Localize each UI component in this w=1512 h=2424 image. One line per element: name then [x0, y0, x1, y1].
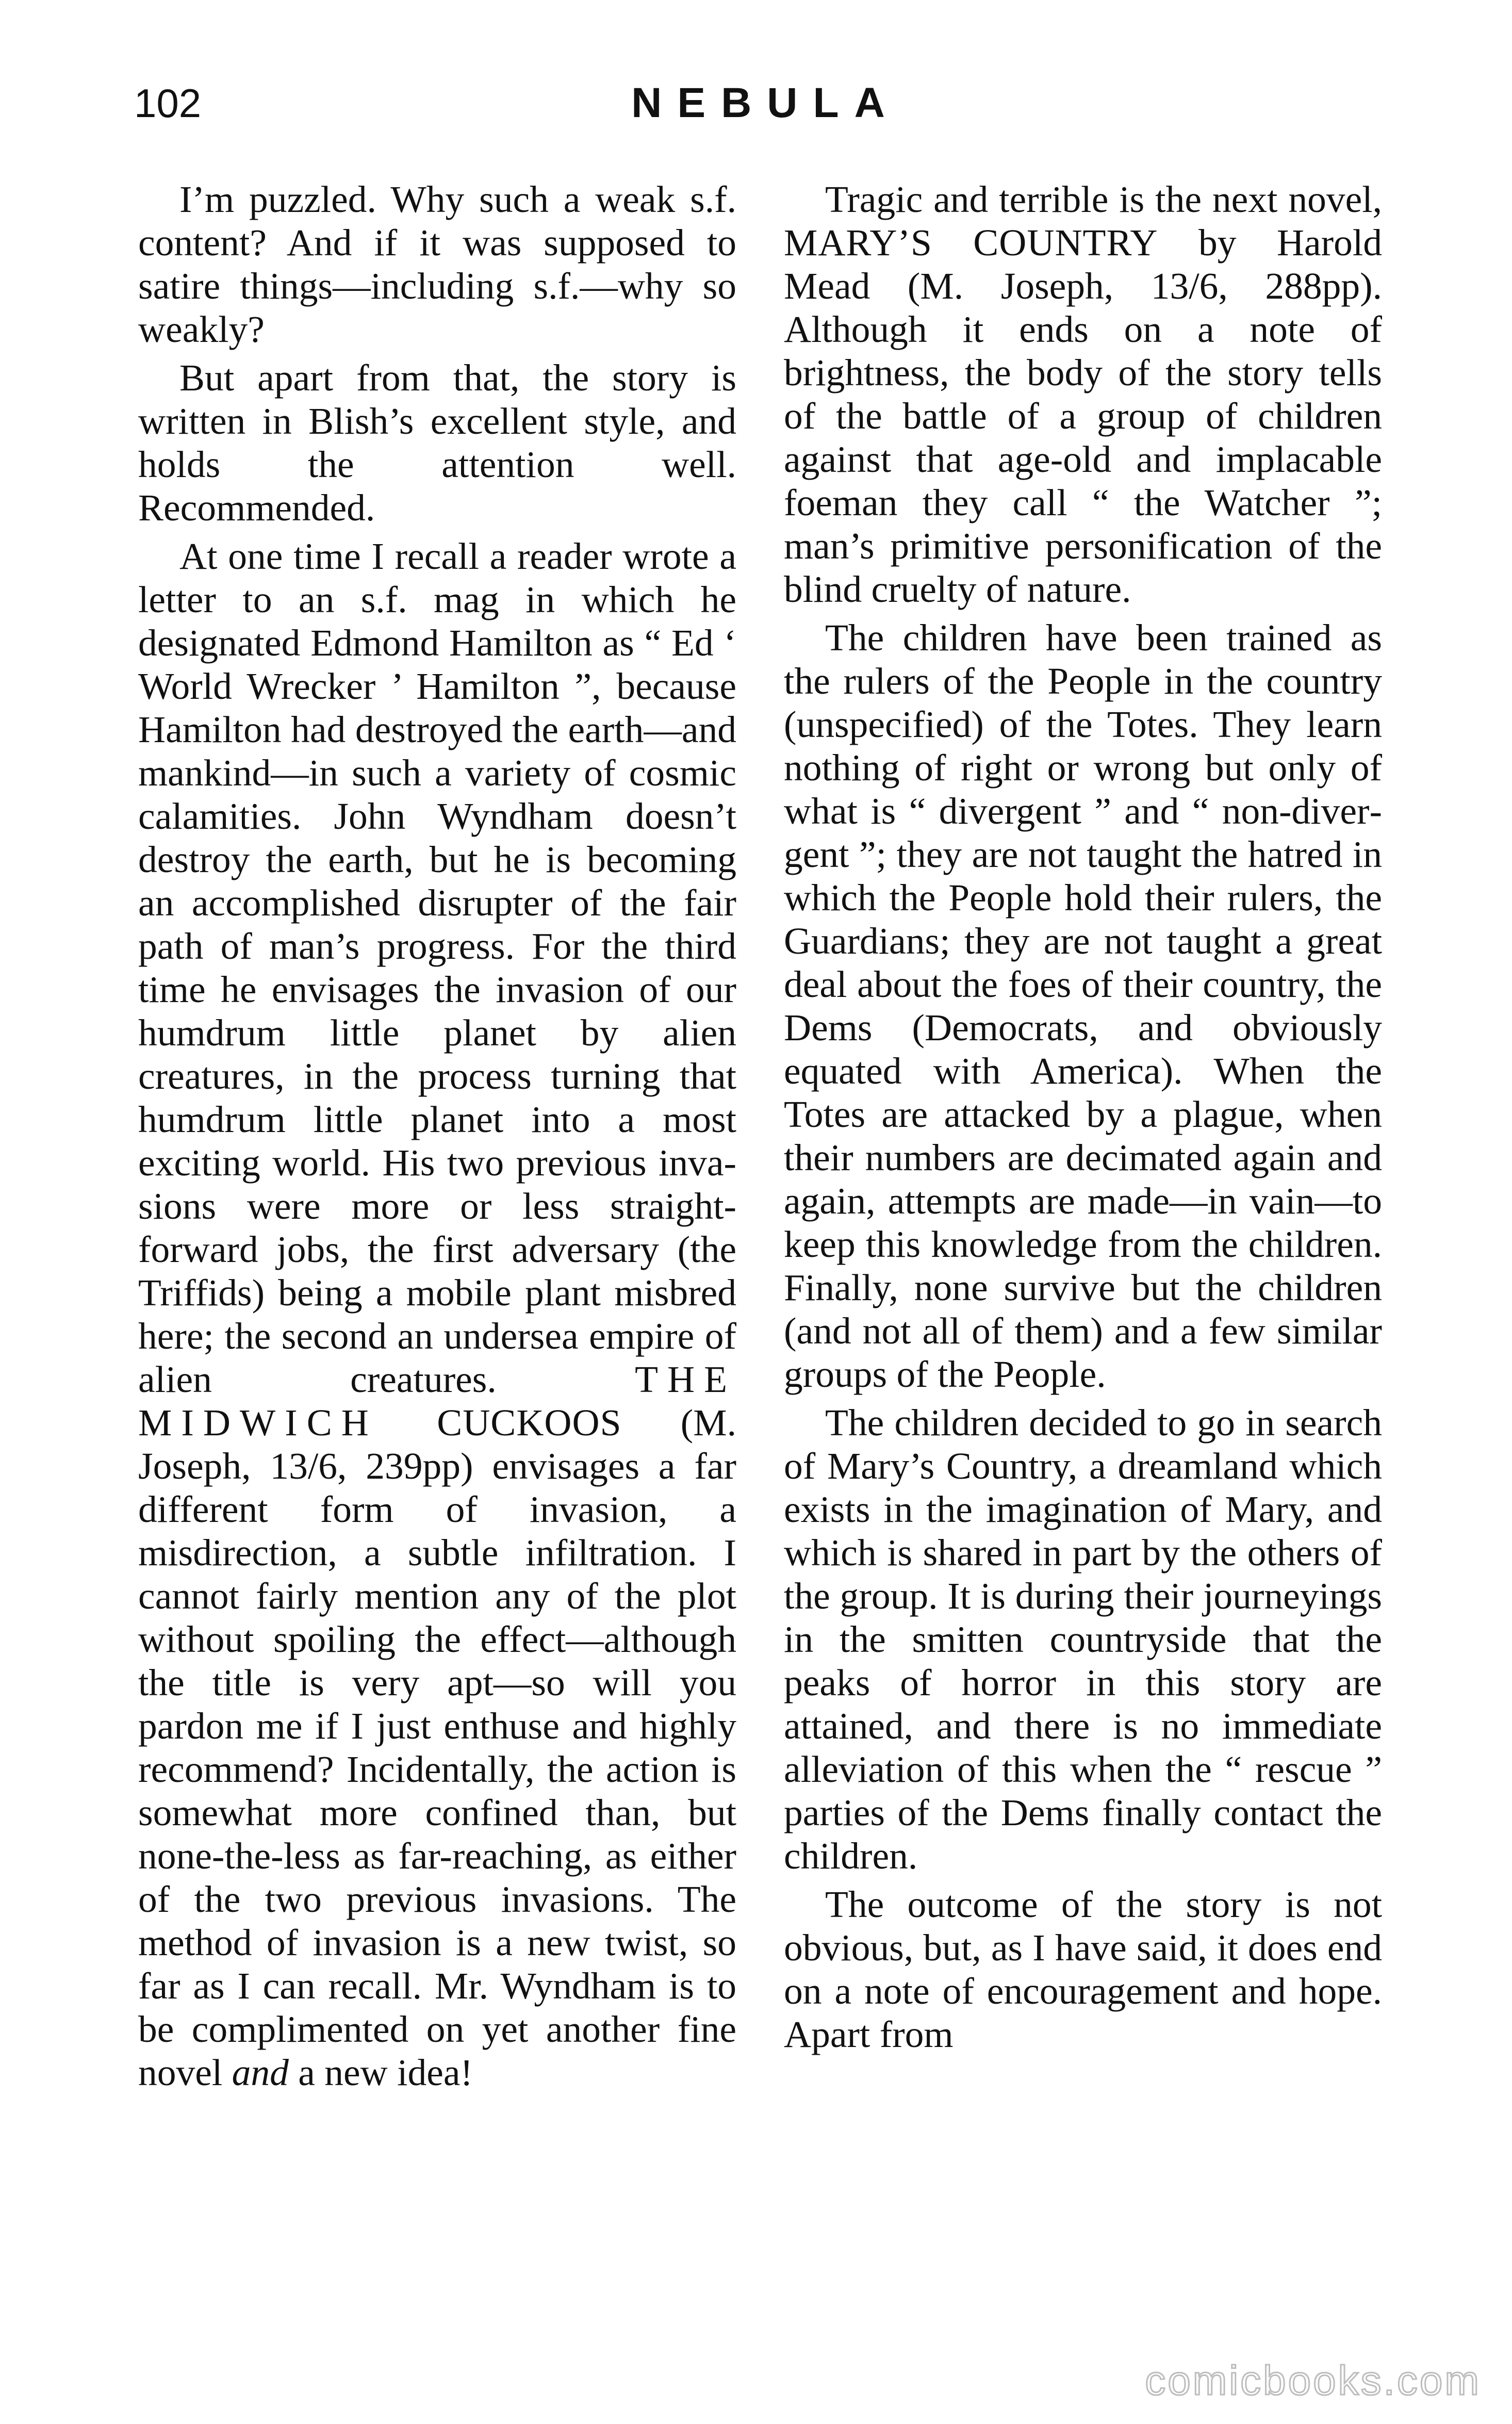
right-column	[784, 178, 1382, 2061]
right-paragraph-3: The children decided to go in search of Mary’s Country, a dreamland which exists in the imagination of Mary, and which is shared in part by the others of the group. It is during their journeyings in the smitten countryside that the peaks of horror in this story are attained, and there is no immediate alleviation of this when the “ rescue ” parties of the Dems finally contact the children.	[784, 1402, 1382, 1877]
right-paragraph-1	[784, 178, 1382, 611]
running-title: NEBULA	[631, 79, 900, 126]
page-number: 102	[134, 80, 202, 126]
book-title-midwich: THE MIDWICH	[138, 1358, 736, 1444]
right-paragraph-4: The outcome of the story is not obvious, but, as I have said, it does end on a note of encouragement and hope. Apart from	[784, 1883, 1382, 2055]
emphasized-word: and	[232, 2052, 289, 2093]
left-paragraph-1: I’m puzzled. Why such a weak s.f. content? And if it was supposed to satire things—including s.f.—why so weakly?	[138, 178, 736, 350]
right-paragraph-1-continued: by Harold Mead (M. Joseph, 13/6, 288pp). Although it ends on a note of brightness, the body of the story tells of the battle of a group of children against that age-old and implacable foeman they call “ the Watcher ”; man’s primitive personification of the blind cruelty of nature.	[784, 222, 1382, 610]
book-title-cuckoos: CUCKOOS	[437, 1402, 622, 1444]
page-header	[134, 77, 1398, 139]
left-paragraph-3-end: a new idea!	[298, 2052, 473, 2093]
left-paragraph-3-text: At one time I recall a reader wrote a letter to an s.f. mag in which he designated Edmond Hamilton as “ Ed ‘ World Wrecker ’ Hamilton ”, because Hamilton had destroyed the earth—and mankind—in such a variety of cosmic calamities. John Wyndham doesn’t destroy the earth, but he is becoming an accomplished disrupter of the fair path of man’s progress. For the third time he envisages the invasion of our humdrum little planet by alien creatures, in the process turning that humdrum little planet into a most exciting world. His two previous invasions were more or less straightforward jobs, the first adversary (the Triffids) being a mobile plant misbred here; the second an undersea empire of alien creatures.	[138, 535, 736, 1400]
book-title-marys-country: MARY’S COUNTRY	[784, 222, 1158, 264]
watermark: comicbooks.com	[1145, 2357, 1481, 2403]
right-paragraph-1-text: Tragic and terrible is the next novel,	[825, 178, 1382, 220]
left-column	[138, 178, 736, 2100]
left-paragraph-2: But apart from that, the story is written in Blish’s excellent style, and holds the attention well. Recommended.	[138, 357, 736, 529]
left-paragraph-3	[138, 535, 736, 2094]
left-paragraph-3-continued: (M. Joseph, 13/6, 239pp) envisages a far different form of invasion, a misdirection, a subtle infiltration. I cannot fairly mention any of the plot without spoiling the effect—although the title is very apt—so will you pardon me if I just enthuse and highly recommend? Incidentally, the action is somewhat more confined than, but none-the-less as far-reaching, as either of the two previous invasions. The method of invasion is a new twist, so far as I can recall. Mr. Wyndham is to be complimented on yet another fine novel	[138, 1402, 736, 2093]
right-paragraph-2: The children have been trained as the rulers of the People in the country (unspecified) of the Totes. They learn nothing of right or wrong but only of what is “ divergent ” and “ non-divergent ”; they are not taught the hatred in which the People hold their rulers, the Guardians; they are not taught a great deal about the foes of their country, the Dems (Democrats, and obviously equated with America). When the Totes are attacked by a plague, when their numbers are decimated again and again, attempts are made—in vain—to keep this knowledge from the children. Finally, none survive but the children (and not all of them) and a few similar groups of the People.	[784, 617, 1382, 1395]
